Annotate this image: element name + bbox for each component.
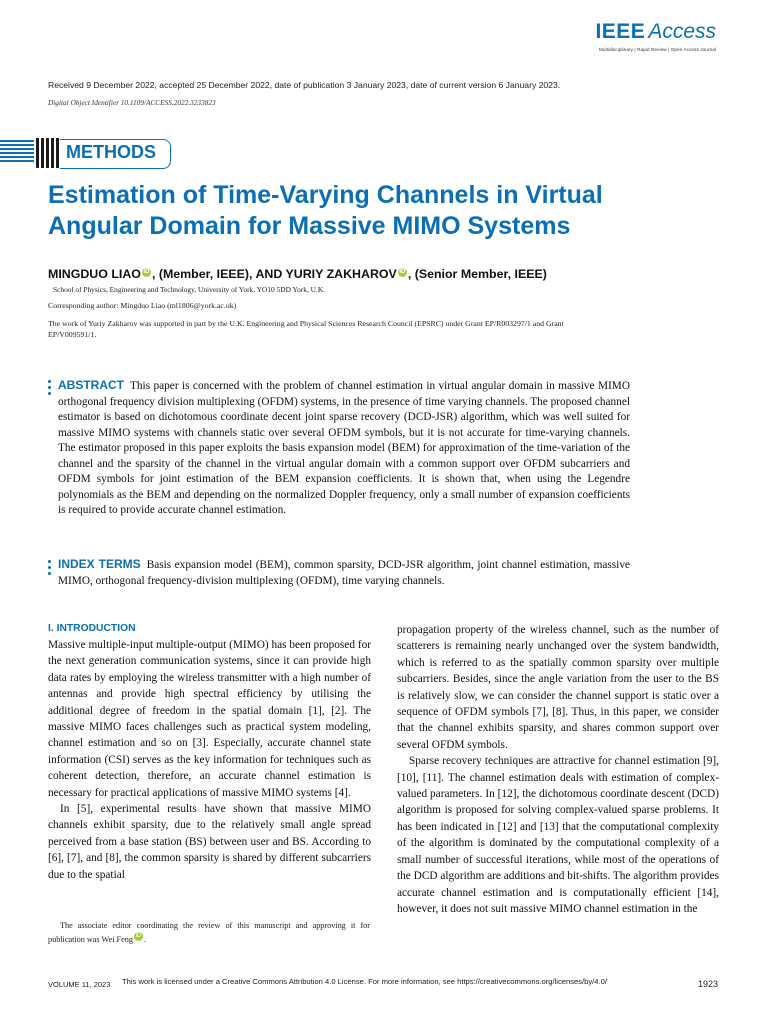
paragraph: Massive multiple-input multiple-output (MIMO) has been proposed for the next generation communication systems, since it can provide high data rates by employing the wireless transmitter with a high number of antennas and provide high spectral efficiency by utilising the additional degree of freedom in the spatial domain [1], [2]. The massive MIMO faces challenges such as practical system modeling, channel estimation and so on [3]. Especially, accurate channel state information (CSI) serves as the key information for techniques such as coherent detection, therefore, an accurate channel estimation is necessary for practical applications of massive MIMO systems [4]. [48,639,371,799]
journal-logo [595,20,716,52]
footer-volume: VOLUME 11, 2023 [48,980,111,989]
index-terms-dots-decoration [48,560,52,578]
abstract-label: ABSTRACT [58,378,124,392]
right-column [397,622,719,917]
left-column [48,637,371,883]
logo-tagline: Multidisciplinary | Rapid Review | Open Access Journal [598,47,716,52]
index-terms-block [58,557,630,589]
received-dates: Received 9 December 2022, accepted 25 December 2022, date of publication 3 January 2023, date of current version 6 January 2023. [48,80,561,90]
paragraph: propagation property of the wireless channel, such as the number of scatterers is remaining nearly unchanged over the system bandwidth, which is referred to as the spatially common sparsity over multiple subcarriers. Besides, since the angle variation from the user to the BS is relatively slow, we can consider the channel support is static over a sequence of OFDM symbols [7], [8]. Thus, in this paper, we consider that the channel exhibits sparsity, and shares common support over several OFDM symbols. [397,624,719,751]
abstract-text: This paper is concerned with the problem of channel estimation in virtual angular domain in massive MIMO orthogonal frequency division multiplexing (OFDM) systems, in the presence of time varying channels. The proposed channel estimator is based on dichotomous coordinate decent joint sparse recovery (DCD-JSR) algorithm, which was well suited for massive MIMO systems with channels static over several OFDM symbols, but it is not accurate for time-varying channels. The estimator proposed in this paper exploits the basis expansion model (BEM) for approximation of the time-variation of the channel and the sparsity of the channel in the virtual angular domain with a common support over OFDM subcarriers and OFDM symbols for joint estimation of the BEM expansion coefficients. It is shown that, when using the Legendre polynomials as the BEM and depending on the normalized Doppler frequency, only a small number of expansion coefficients is required to provide accurate channel estimation. [58,380,630,516]
funding-note: The work of Yuriy Zakharov was supported in part by the U.K. Engineering and Physical Sciences Research Council (EPSRC) under Grant EP/R003297/1 and Grant EP/V009591/1. [48,319,564,339]
paragraph: Sparse recovery techniques are attractive for channel estimation [9], [10], [11]. The channel estimation deals with estimation of complex-valued parameters. In [12], the dichotomous coordinate descent (DCD) algorithm is proposed for solving complex-valued sparse problems. It has been indicated in [12] and [13] that the computational complexity of the algorithm is dominated by the computational complexity of a small number of successful iterations, while most of the operations of the DCD algorithm are additions and bit-shifts. The algorithm provides accurate channel estimation and is computationally efficient [14], however, it does not suit massive MIMO channel estimation in the [397,755,719,915]
logo-brand: IEEE [595,20,646,43]
author-line [48,267,547,281]
abstract-dots-decoration [48,380,52,398]
footnote-text: The associate editor coordinating the review of this manuscript and approving it for publication was Wei Feng [48,921,370,944]
index-terms-text: Basis expansion model (BEM), common sparsity, DCD-JSR algorithm, joint channel estimation, massive MIMO, orthogonal frequency-division multiplexing (OFDM), time varying channels. [58,559,630,587]
footnote: The associate editor coordinating the review of this manuscript and approving it for publication was Wei Feng iD . [48,921,370,944]
section-badge [0,136,175,172]
abstract-block [58,378,630,519]
affiliation: School of Physics, Engineering and Technology, University of York, YO10 5DD York, U.K. [53,285,326,294]
paper-title: Estimation of Time-Varying Channels in Virtual Angular Domain for Massive MIMO Systems [48,181,603,240]
orcid-icon[interactable]: iD [143,269,150,275]
index-terms-label: INDEX TERMS [58,557,141,571]
badge-label: METHODS [66,142,156,162]
doi-line: Digital Object Identifier 10.1109/ACCESS.2022.3233823 [48,98,216,107]
badge-bars-decoration [36,138,62,168]
badge-stripes-decoration [0,140,34,166]
paragraph: In [5], experimental results have shown that massive MIMO channels exhibit sparsity, due to the relatively small angle spread perceived from a base station (BS) between user and BS. According to [6], [7], and [8], the common sparsity is shared by different subcarriers due to the spatial [48,803,371,881]
footer-page-number: 1923 [697,979,718,989]
corresponding-author: Corresponding author: Mingduo Liao (ml1806@york.ac.uk) [48,301,237,310]
orcid-icon[interactable]: iD [135,933,142,939]
author-role: , (Senior Member, IEEE) [407,267,547,281]
footer-license[interactable]: This work is licensed under a Creative Commons Attribution 4.0 License. For more information, see https://creativecommons.org/licenses/by/4.0/ [122,977,607,986]
section-heading: I. INTRODUCTION [48,623,136,634]
orcid-icon[interactable]: iD [399,269,406,275]
author-role: , (Member, IEEE), AND YURIY ZAKHAROV [151,267,397,281]
author-name: MINGDUO LIAO [48,267,141,281]
logo-product: Access [648,20,716,43]
